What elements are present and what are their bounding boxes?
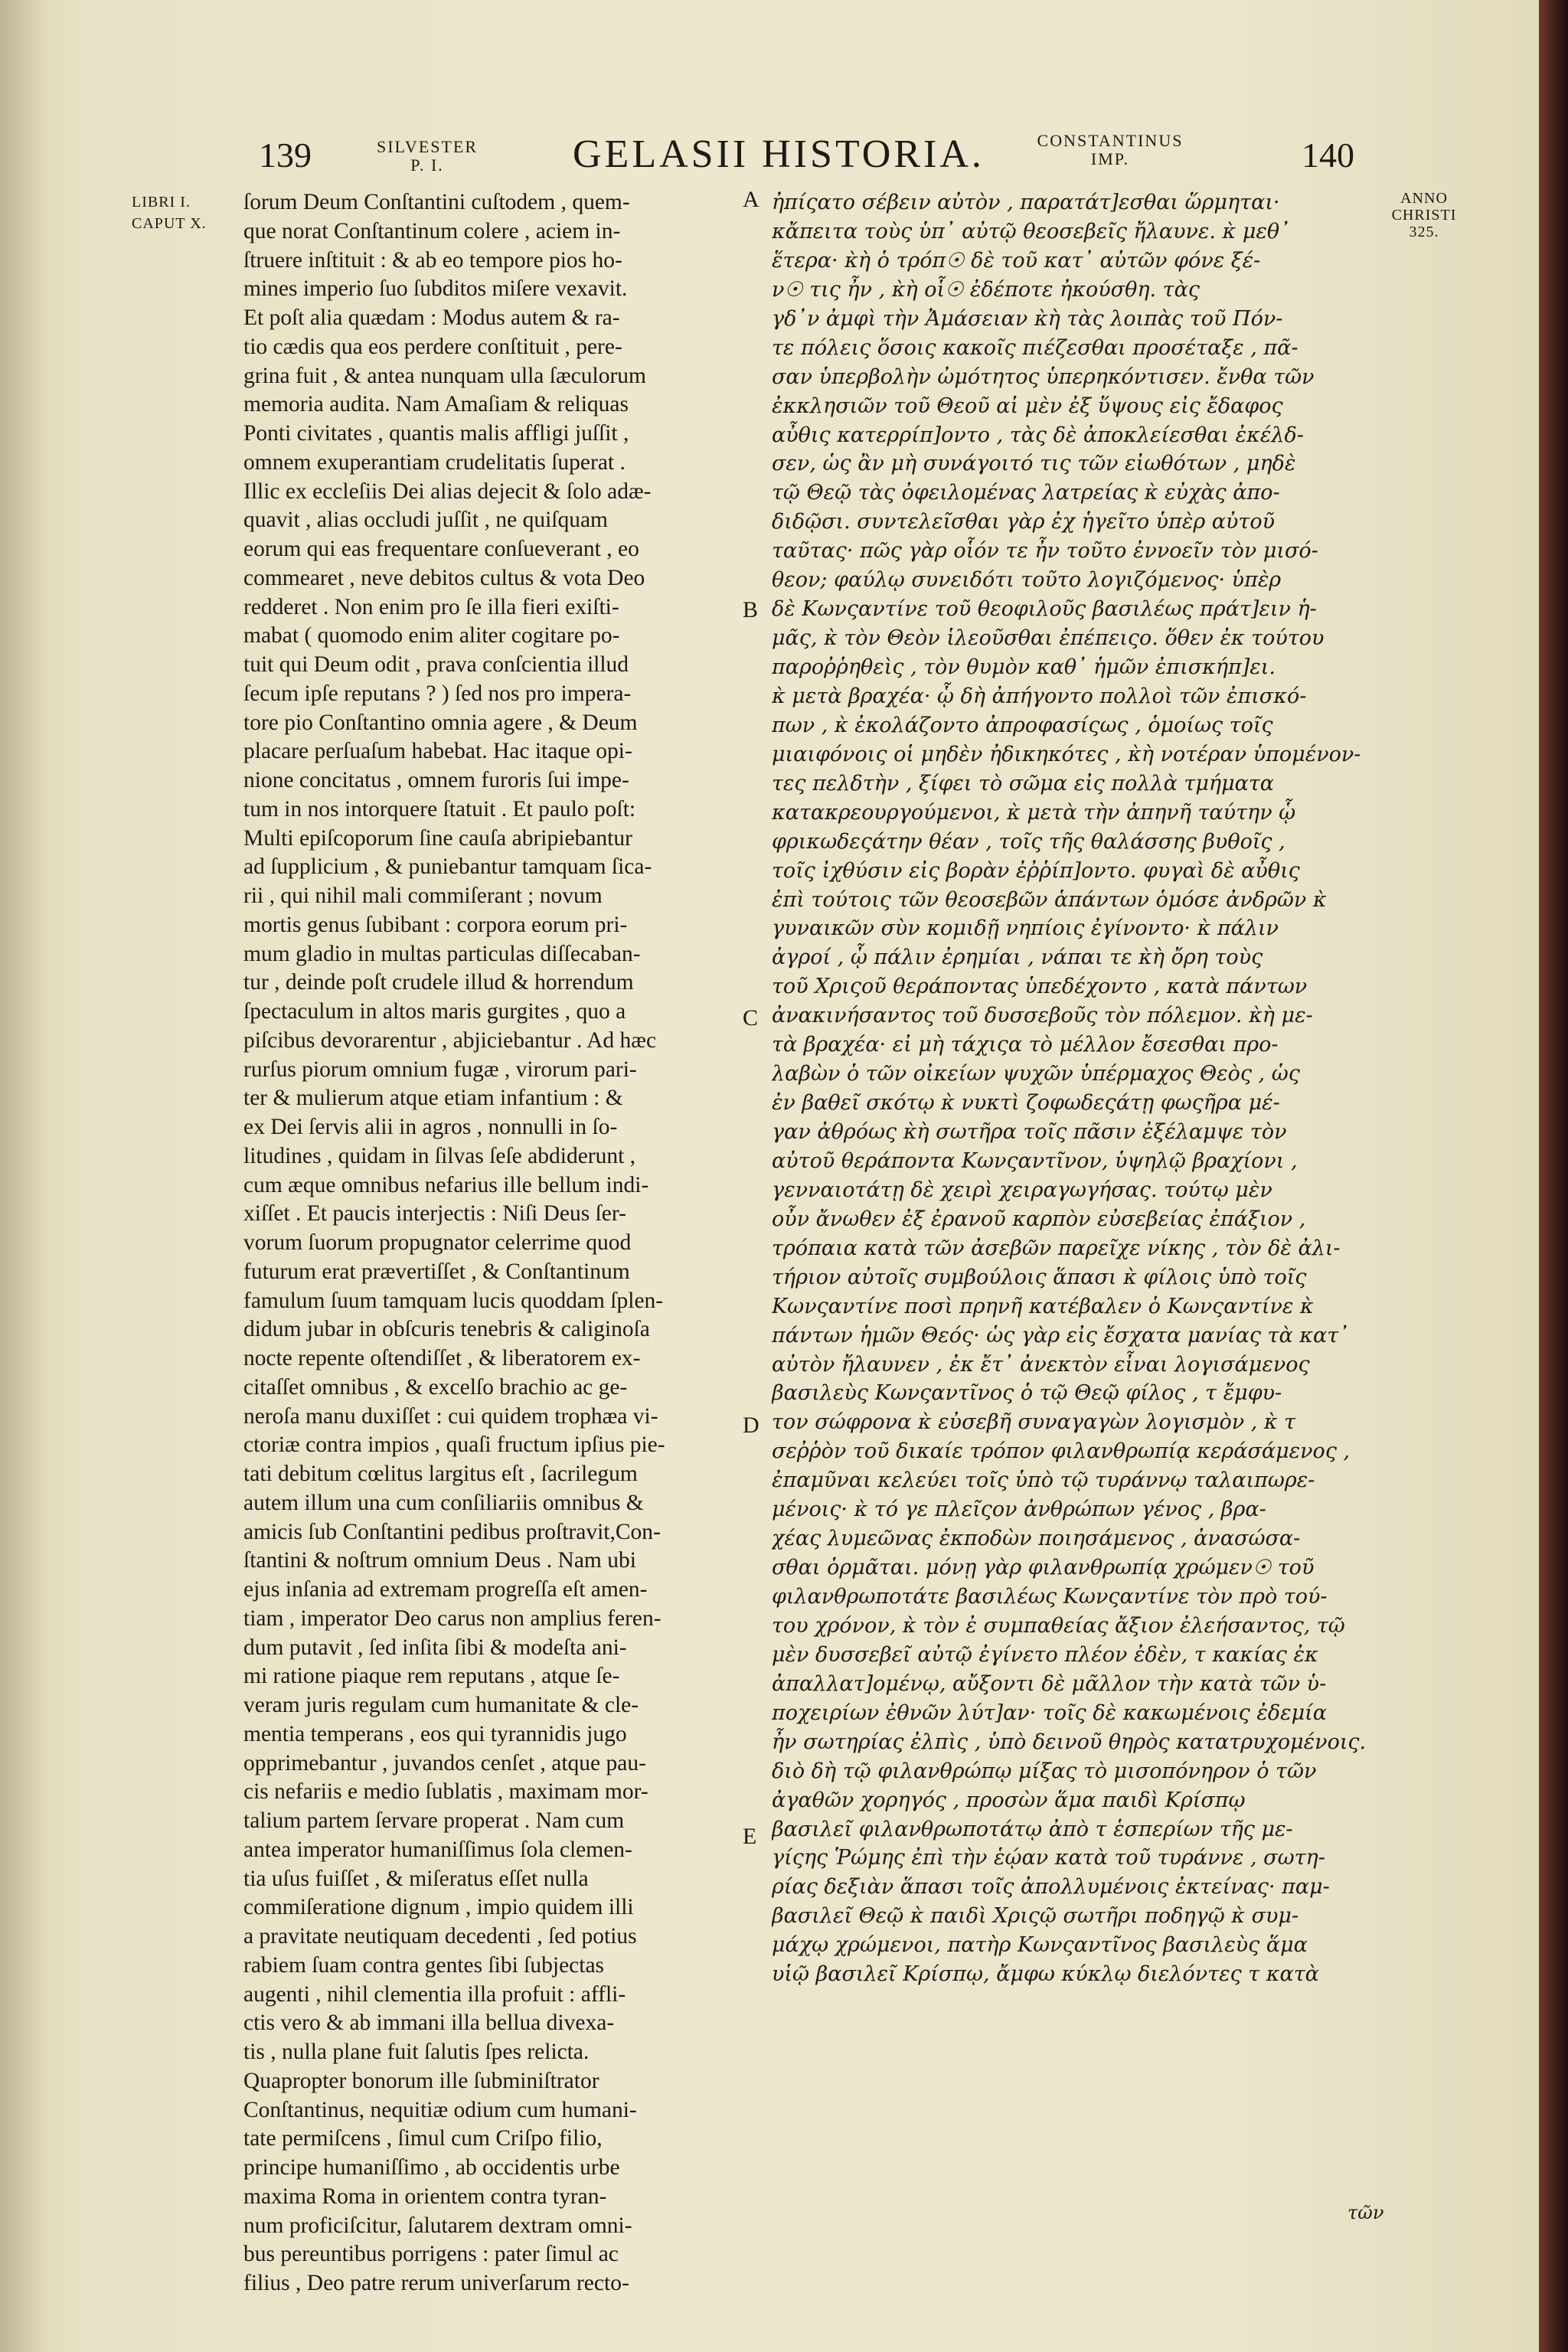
greek-text-line: τε πόλεις ὅσοις κακοῖς πιέζεσθαι προσέταξε , πᾶ- [772,335,1298,360]
greek-text-line: ἕτερα· κ̀ὴ ὁ τρόπ☉ δὲ τοῦ κατ᾽ αὐτῶν φόνε ξέ- [772,248,1261,273]
latin-text-line: tum in nos intorquere ſtatuit . Et paulo poſt: [243,796,636,822]
running-head-left-line-2: P. I. [410,155,444,175]
greek-text-line: ἐπαμῦναι κελεύει τοῖς ὑπὸ τῷ τυράννῳ ταλαιπωρε- [772,1468,1315,1493]
latin-text-line: tuit qui Deum odit , prava conſcientia illud [243,652,629,677]
latin-text-line: Et poſt alia quædam : Modus autem & ra- [243,305,620,330]
latin-text-line: grina fuit , & antea nunquam ulla ſæculorum [243,363,646,388]
latin-text-line: xiſſet . Et paucis interjectis : Niſi Deus ſer- [243,1201,626,1227]
greek-text-line: ἀνακινήσαντος τοῦ δυσσεβοῦς τὸν πόλεμον. κ̀ὴ με- [772,1004,1313,1028]
rubric-chapter: CAPUT X. [132,215,207,232]
greek-text-line: μάχῳ χρώμενοι, πατὴρ Κωνςαντῖνος βασιλεὺς ἅμα [772,1933,1308,1958]
greek-text-line: γυναικῶν σὺν κομιδῇ νηπίοις ἐγίνοντο· κ̀ πάλιν [772,916,1279,941]
latin-text-line: ſecum ipſe reputans ? ) ſed nos pro impera- [243,681,632,706]
latin-column [243,188,733,2298]
section-marker-c: C [743,1005,759,1031]
latin-text-line: tiam , imperator Deo carus non amplius feren- [243,1606,662,1631]
latin-text-line: futurum erat prævertiſſet , & Conſtantinum [243,1259,630,1284]
chapter-rubric [132,191,207,234]
greek-text-line: θεον; φαύλῳ συνειδότι τοῦτο λογιζόμενος· ὑπὲρ [772,568,1282,593]
latin-text-line: vorum ſuorum propugnator celerrime quod [243,1230,632,1255]
latin-text-line: filius , Deo patre rerum univerſarum recto- [243,2271,629,2295]
latin-text-line: ſpectaculum in altos maris gurgites , quo a [243,999,626,1024]
latin-text-line: tio cædis qua eos perdere conſtituit , pere- [243,334,622,359]
running-head-left [366,138,488,175]
greek-text-line: φιλανθρωποτάτε βασιλέως Κωνςαντίνε τὸν πρὸ τού- [772,1585,1328,1609]
running-head-right-line-2: IMP. [1090,149,1130,168]
latin-text-line: tore pio Conſtantino omnia agere , & Deum [243,710,638,735]
latin-text-line: ſtruere inſtituit : & ab eo tempore pios ho- [243,247,622,273]
greek-text-line: ἐπὶ τούτοις τῶν θεοσεβῶν ἁπάντων ὁμόσε ἀνδρῶν κ̀ [772,887,1327,912]
greek-text-line: τήριον αὐτοῖς συμβούλοις ἅπασι κ̀ φίλοις ὑπὸ τοῖς [772,1265,1307,1289]
latin-text-line: rabiem ſuam contra gentes ſibi ſubjectas [243,1952,605,1978]
latin-text-line: opprimebantur , juvandos cenſet , atque pau- [243,1750,646,1775]
greek-text-line: αὐτὸν ἤλαυνεν , ἐκ ἔτ᾽ ἀνεκτὸν εἶναι λογισάμενος [772,1352,1310,1377]
greek-text-line: διὸ δὴ τῷ φιλανθρώπῳ μίξας τὸ μισοπόνηρον ὁ τῶν [772,1759,1317,1783]
greek-text-line: οὖν ἄνωθεν ἐξ ἐρανοῦ καρπὸν εὐσεβείας ἐπάξιον , [772,1207,1306,1231]
greek-text-line: κ̀ μετὰ βραχέα· ᾧ δὴ ἀπήγοντο πολλοὶ τῶν ἐπισκό- [772,684,1307,708]
greek-text-line: βασιλεὺς Κωνςαντῖνος ὁ τῷ Θεῷ φίλος , τ ἔμφυ- [772,1381,1282,1406]
section-marker-a: A [743,187,760,212]
greek-text-line: μιαιφόνοις οἱ μηδὲν ἠδικηκότες , κ̀ὴ νοτέραν ὑπομένον- [772,742,1361,766]
page-number-left: 139 [259,136,312,175]
latin-text-line: Multi epiſcoporum ſine cauſa abripiebantur [243,825,632,851]
latin-text-line: litudines , quidam in ſilvas ſeſe abdiderunt , [243,1143,636,1168]
latin-text-line: omnem exuperantiam crudelitatis ſuperat . [243,449,626,475]
latin-text-line: nione concitatus , omnem furoris ſui impe- [243,768,629,792]
greek-text-line: αὖθις κατερρίπ]οντο , τὰς δὲ ἀποκλείεσθαι ἐκέλδ- [772,423,1304,447]
latin-text-line: Quapropter bonorum ille ſubminiſtrator [243,2068,599,2093]
greek-text-line: του χρόνον, κ̀ τὸν ἐ συμπαθείας ἄξιον ἐλεήσαντος, τῷ [772,1613,1345,1638]
greek-text-line: ἐν βαθεῖ σκότῳ κ̀ νυκτὶ ζοφωδεςάτῃ φωςῆρα μέ- [772,1091,1280,1116]
greek-text-line: λαβὼν ὁ τῶν οἰκείων ψυχῶν ὑπέρμαχος Θεὸς , ὡς [772,1062,1300,1086]
latin-text-line: mortis genus ſubibant : corpora eorum pri- [243,912,628,937]
latin-text-line: ad ſupplicium , & puniebantur tamquam ſica- [243,854,652,880]
greek-text-line: ἀπαλλατ]ομένῳ, αὔξοντι δὲ μᾶλλον τὴν κατὰ τῶν ὑ- [772,1671,1327,1696]
rubric-book: LIBRI I. [132,194,191,211]
latin-text-line: famulum ſuum tamquam lucis quoddam ſplen- [243,1288,664,1313]
greek-column [772,188,1446,1989]
greek-text-line: ἐκκλησιῶν τοῦ Θεοῦ αἱ μὲν ἐξ ὕψους εἰς ἔδαφος [772,394,1283,418]
year-note-year: 325. [1409,224,1439,240]
greek-text-line: ν☉ τις ἦν , κ̀ὴ οἷ☉ ἐδέποτε ἠκούσθη. τὰς [772,277,1200,302]
latin-text-line: a pravitate neutiquam decedenti , ſed potius [243,1924,637,1949]
greek-text-line: ἀγαθῶν χορηγός , προσὼν ἅμα παιδὶ Κρίσπῳ [772,1788,1246,1812]
greek-text-line: Κωνςαντίνε ποσὶ πρηνῆ κατέβαλεν ὁ Κωνςαντίνε κ̀ [772,1294,1314,1318]
latin-text-line: bus pereuntibus porrigens : pater ſimul ac [243,2242,619,2267]
catchword: τῶν [1348,2202,1384,2223]
latin-text-line: dum putavit , ſed inſita ſibi & modeſta ani- [243,1635,627,1660]
greek-text-line: ἀγροί , ᾧ πάλιν ἐρημίαι , νάπαι τε κ̀ὴ ὄρη τοὺς [772,946,1263,970]
greek-text-line: δὲ Κωνςαντίνε τοῦ θεοφιλοῦς βασιλέως πράτ]ειν ἡ- [772,597,1317,622]
greek-text-line: χέας λυμεῶνας ἐκποδὼν ποιησάμενος , ἀνασώσα- [772,1527,1301,1551]
latin-text-line: Illic ex eccleſiis Dei alias dejecit & ſolo adæ- [243,479,652,504]
greek-text-line: αὐτοῦ θεράποντα Κωνςαντῖνον, ὑψηλῷ βραχίονι , [772,1148,1298,1173]
latin-text-line: ctis vero & ab immani illa bellua divexa- [243,2011,615,2036]
greek-text-line: κατακρεουργούμενοι, κ̀ μετὰ τὴν ἀπηνῆ ταύτην ᾧ [772,800,1296,825]
latin-text-line: redderet . Non enim pro ſe illa fieri exiſti- [243,594,619,619]
latin-text-line: amicis ſub Conſtantini pedibus proſtravit,Con- [243,1519,661,1544]
greek-text-line: τες πελδτὴν , ξίφει τὸ σῶμα εἰς πολλὰ τμήματα [772,771,1275,795]
latin-text-line: ter & mulierum atque etiam infantium : & [243,1086,623,1111]
latin-text-line: commiſeratione dignum , impio quidem illi [243,1895,634,1920]
greek-text-line: σθαι ὁρμᾶται. μόνῃ γὰρ φιλανθρωπίᾳ χρώμεν☉ τοῦ [772,1556,1315,1580]
latin-text-line: piſcibus devorarentur , abjiciebantur . Ad hæc [243,1027,657,1053]
greek-text-line: τῷ Θεῷ τὰς ὀφειλομένας λατρείας κ̀ εὐχὰς ἀπο- [772,481,1280,505]
latin-text-line: tate permiſcens , ſimul cum Criſpo filio, [243,2126,603,2151]
latin-text-line: maxima Roma in orientem contra tyran- [243,2184,607,2209]
greek-text-line: κἄπειτα τοὺς ὑπ᾽ αὐτῷ θεοσεβεῖς ἤλαυνε. κ̀ μεθ᾽ [772,219,1290,243]
greek-text-line: μένοις· κ̀ τό γε πλεῖςον ἀνθρώπων γένος , βρα- [772,1498,1266,1522]
greek-text-line: γενναιοτάτῃ δὲ χειρὶ χειραγωγήσας. τούτῳ μὲν [772,1178,1272,1202]
latin-text-line: autem illum una cum conſiliariis omnibus & [243,1490,644,1515]
greek-text-line: πων , κ̀ ἐκολάζοντο ἀπροφασίςως , ὁμοίως τοῖς [772,713,1273,737]
latin-text-line: antea imperator humaniſſimus ſola clemen- [243,1837,632,1862]
greek-text-line: ρίας δεξιὰν ἅπασι τοῖς ἀπολλυμένοις ἐκτείνας· παμ- [772,1875,1330,1900]
latin-text-line: commearet , neve debitos cultus & vota Deo [243,565,645,590]
latin-text-line: ſorum Deum Conſtantini cuſtodem , quem- [243,190,630,214]
greek-text-line: γδ᾽ν ἀμφὶ τὴν Ἀμάσειαν κ̀ὴ τὰς λοιπὰς τοῦ Πόν- [772,306,1283,331]
latin-text-line: que norat Conſtantinum colere , aciem in- [243,218,621,243]
latin-text-line: principe humaniſſimo , ab occidentis urbe [243,2155,620,2180]
latin-text-line: mentia temperans , eos qui tyrannidis jugo [243,1721,627,1746]
latin-text-line: cum æque omnibus nefarius ille bellum indi- [243,1172,649,1197]
latin-text-line: Conſtantinus, nequitiæ odium cum humani- [243,2097,637,2122]
latin-text-line: mines imperio ſuo ſubditos miſere vexavit. [243,276,628,302]
greek-text-line: σεῤῥὸν τοῦ δικαίε τρόπον φιλανθρωπίᾳ κεράσάμενος , [772,1439,1351,1464]
latin-text-line: eorum qui eas frequentare conſueverant , eo [243,537,639,561]
greek-text-line: πάντων ἡμῶν Θεός· ὡς γὰρ εἰς ἔσχατα μανίας τὰ κατ᾽ [772,1323,1349,1348]
greek-text-line: παροῤῥηθεὶς , τὸν θυμὸν καθ᾽ ἡμῶν ἐπισκήπ]ει. [772,655,1276,679]
latin-text-line: augenti , nihil clementia illa profuit : affli- [243,1981,626,2007]
latin-text-line: ſtantini & noſtrum omnium Deus . Nam ubi [243,1548,636,1573]
latin-text-line: num proficiſcitur, ſalutarem dextram omni- [243,2213,632,2238]
spine-shadow [0,0,46,2352]
greek-text-line: ἠπίςατο σέβειν αὐτὸν , παρατάτ]εσθαι ὥρμηται· [772,191,1280,214]
latin-text-line: tati debitum cœlitus largitus eſt , ſacrilegum [243,1462,638,1486]
page-title: GELASII HISTORIA. [573,132,985,176]
greek-text-line: φρικωδεςάτην θέαν , τοῖς τῆς θαλάσσης βυθοῖς , [772,829,1285,854]
greek-text-line: τοῖς ἰχθύσιν εἰς βορὰν ἐῤῥίπ]οντο. φυγαὶ δὲ αὖθις [772,858,1300,883]
greek-text-line: σεν, ὡς ἂν μὴ συνάγοιτό τις τῶν εἰωθότων , μηδὲ [772,452,1296,476]
latin-text-line: tur , deinde poſt crudele illud & horrendum [243,970,634,995]
book-edge [1539,0,1568,2352]
latin-text-line: citaſſet omnibus , & excelſo brachio ac ge- [243,1374,628,1400]
latin-text-line: tia uſus fuiſſet , & miſeratus eſſet nulla [243,1866,589,1891]
latin-text-line: ex Dei ſervis alii in agros , nonnulli in ſo- [243,1115,618,1139]
latin-text-line: ctoriæ contra impios , quaſi fructum ipſius pie- [243,1432,665,1458]
greek-text-line: μᾶς, κ̀ τὸν Θεὸν ἱλεοῦσθαι ἐπέπειςο. ὅθεν ἐκ τούτου [772,626,1325,651]
latin-text-line: mum gladio in multas particulas diſſecaban- [243,941,641,966]
latin-text-line: rurſus piorum omnium fugæ , virorum pari- [243,1057,637,1082]
year-note-era: CHRISTI [1391,207,1457,224]
greek-text-line: σαν ὑπερβολὴν ὠμότητος ὑπερηκόντισεν. ἔνθα τῶν [772,364,1315,389]
greek-text-line: μὲν δυσσεβεῖ αὐτῷ ἐγίνετο πλέον ἐδὲν, τ κακίας ἐκ [772,1642,1318,1667]
greek-text-line: ποχειρίων ἐθνῶν λύτ]αν· τοῖς δὲ κακωμένοις ἐδεμία [772,1700,1327,1725]
greek-text-line: τὰ βραχέα· εἰ μὴ τάχιςα τὸ μέλλον ἔσεσθαι προ- [772,1033,1279,1057]
greek-text-line: τον σώφρονα κ̀ εὐσεβῆ συναγαγὼν λογισμὸν , κ̀ τ [772,1410,1296,1435]
greek-text-line: διδῷσι. συντελεῖσθαι γὰρ ἐχ ἡγεῖτο ὑπὲρ αὐτοῦ [772,510,1276,534]
latin-text-line: veram juris regulam cum humanitate & cle- [243,1693,639,1717]
greek-text-line: ταῦτας· πῶς γὰρ οἷόν τε ἦν τοῦτο ἐννοεῖν τὸν μισό- [772,539,1318,564]
latin-text-line: tis , nulla plane fuit ſalutis ſpes relicta. [243,2040,590,2064]
latin-text-line: cis nefariis e medio ſublatis , maximam mor- [243,1779,648,1805]
greek-text-line: βασιλεῖ φιλανθρωποτάτῳ ἀπὸ τ ἑσπερίων τῆς με- [772,1817,1293,1841]
running-head-right-line-1: CONSTANTINUS [1037,131,1184,150]
page-number-right: 140 [1302,136,1354,175]
latin-text-line: nocte repente oſtendiſſet , & liberatorem ex- [243,1346,641,1370]
latin-text-line: mabat ( quomodo enim aliter cogitare po- [243,623,620,648]
latin-text-line: Ponti civitates , quantis malis affligi juſſit , [243,421,629,446]
year-note-label: ANNO [1400,190,1448,207]
greek-text-line: τρόπαια κατὰ τῶν ἀσεβῶν παρεῖχε νίκης , τὸν δὲ ἀλι- [772,1236,1341,1260]
greek-text-line: γίςης Ῥώμης ἐπὶ τὴν ἑῴαν κατὰ τοῦ τυράννε , σωτη- [772,1846,1325,1870]
greek-text-line: τοῦ Χριςοῦ θεράποντας ὑπεδέχοντο , κατὰ πάντων [772,975,1308,999]
section-marker-d: D [743,1413,760,1438]
latin-text-line: placare perſuaſum habebat. Hac itaque opi- [243,739,632,764]
greek-text-line: ἦν σωτηρίας ἐλπὶς , ὑπὸ δεινοῦ θηρὸς κατατρυχομένοις. [772,1730,1367,1754]
latin-text-line: ejus inſania ad extremam progreſſa eſt amen- [243,1577,648,1602]
latin-text-line: rii , qui nihil mali commiſerant ; novum [243,884,603,908]
running-head-left-line-1: SILVESTER [376,137,479,156]
latin-text-line: didum jubar in obſcuris tenebris & caliginoſa [243,1317,650,1342]
running-head-right [1026,132,1194,168]
latin-text-line: mi ratione piaque rem reputans , atque ſe- [243,1664,620,1689]
section-marker-b: B [743,597,759,622]
greek-text-line: υἱῷ βασιλεῖ Κρίσπῳ, ἄμφω κύκλῳ διελόντες τ κατὰ [772,1962,1319,1987]
greek-text-line: γαν ἀθρόως κ̀ὴ σωτῆρα τοῖς πᾶσιν ἐξέλαμψε τὸν [772,1120,1287,1144]
latin-text-line: memoria audita. Nam Amaſiam & reliquas [243,392,629,417]
latin-text-line: talium partem ſervare properat . Nam cum [243,1808,625,1833]
greek-text-line: βασιλεῖ Θεῷ κ̀ παιδὶ Χριςῷ σωτῆρι ποδηγῷ κ̀ συμ- [772,1904,1299,1929]
latin-text-line: quavit , alias occludi juſſit , ne quiſquam [243,508,609,533]
latin-text-line: neroſa manu duxiſſet : cui quidem trophæa vi- [243,1403,658,1429]
section-marker-e: E [743,1824,757,1849]
